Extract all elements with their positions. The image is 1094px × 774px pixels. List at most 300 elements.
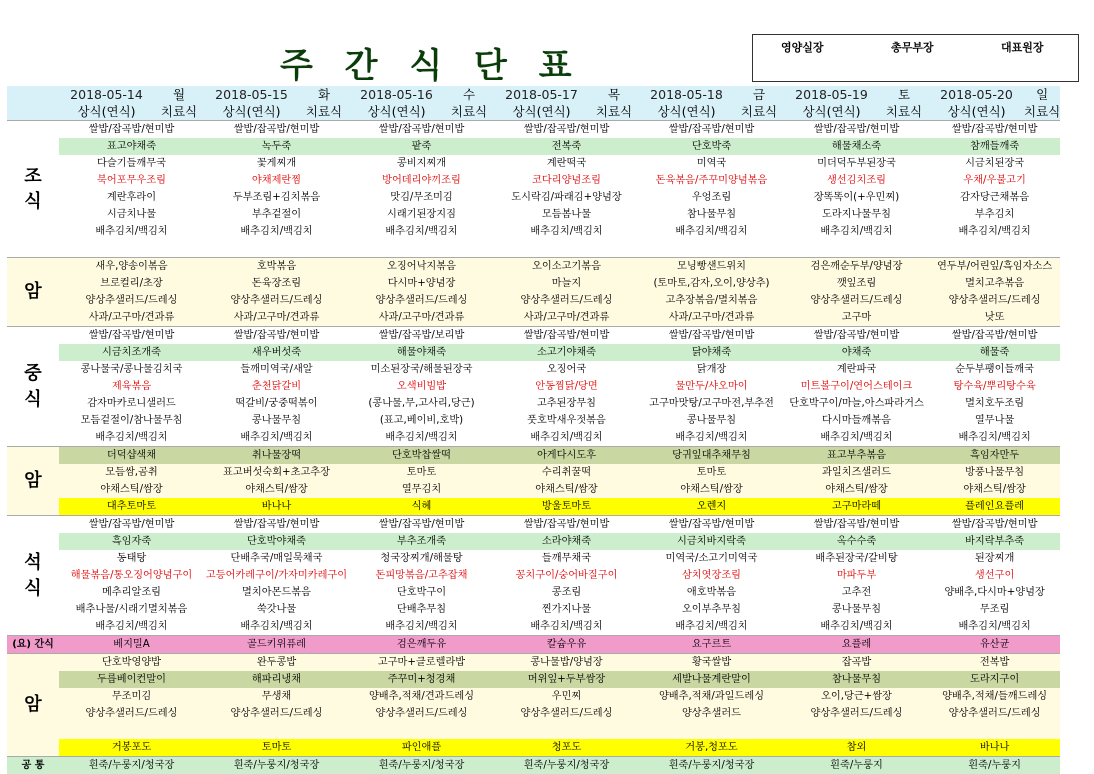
- menu-item: 콩비지찌개: [349, 155, 494, 172]
- menu-item: 부추겉절이: [204, 206, 349, 223]
- menu-row: [7, 429, 1060, 447]
- menu-item: 쌀밥/잡곡밥/현미밥: [639, 516, 784, 534]
- menu-item: 꽃게찌개: [204, 155, 349, 172]
- menu-item: 부추김치: [929, 206, 1060, 223]
- menu-item: 무조미김: [59, 688, 204, 705]
- menu-item: 맛김/무조미김: [349, 189, 494, 206]
- menu-item: 참나물무침: [639, 206, 784, 223]
- diet-type-regular: 상식(연식): [639, 103, 734, 121]
- day-weekday: 토: [879, 86, 929, 103]
- menu-row: [7, 327, 1060, 345]
- menu-item: 배추김치/백김치: [204, 223, 349, 240]
- menu-row: [7, 309, 1060, 327]
- menu-item: 방어데리야끼조림: [349, 172, 494, 189]
- menu-item: 돈피망볶음/고추잡채: [349, 567, 494, 584]
- menu-item: 메추리알조림: [59, 584, 204, 601]
- menu-item: 감자당근채볶음: [929, 189, 1060, 206]
- menu-item: 쌀밥/잡곡밥/현미밥: [59, 121, 204, 139]
- menu-row: [7, 688, 1060, 705]
- menu-item: 고구마: [784, 309, 929, 327]
- menu-item: 쌀밥/잡곡밥/보리밥: [349, 327, 494, 345]
- menu-row: [7, 395, 1060, 412]
- menu-item: 해물볶음/통오징어양념구이: [59, 567, 204, 584]
- menu-item: 새우버섯죽: [204, 344, 349, 361]
- diet-type-therapeutic: 치료식: [1024, 103, 1060, 121]
- menu-item: 검은깨두유: [349, 636, 494, 654]
- menu-item: 배추김치/백김치: [494, 223, 639, 240]
- day-weekday: 목: [589, 86, 639, 103]
- day-date: 2018-05-17: [494, 86, 589, 103]
- menu-item: 열무나물: [929, 412, 1060, 429]
- menu-item: 쌀밥/잡곡밥/현미밥: [784, 121, 929, 139]
- menu-item: 오징어국: [494, 361, 639, 378]
- diet-type-therapeutic: 치료식: [734, 103, 784, 121]
- menu-item: 단호박구이/마늘,아스파라거스: [784, 395, 929, 412]
- menu-item: 흰죽/누룽지/청국장: [349, 757, 494, 774]
- menu-item: 배추김치/백김치: [494, 618, 639, 636]
- menu-item: 배추나물/시래기멸치볶음: [59, 601, 204, 618]
- menu-item: 배추김치/백김치: [929, 429, 1060, 447]
- menu-item: 콩나물무침: [204, 412, 349, 429]
- day-weekday: 금: [734, 86, 784, 103]
- menu-item: 미역국/소고기미역국: [639, 550, 784, 567]
- menu-item: 해물채소죽: [784, 138, 929, 155]
- menu-row: [7, 481, 1060, 498]
- menu-item: 물만두/샤오마이: [639, 378, 784, 395]
- diet-type-therapeutic: 치료식: [879, 103, 929, 121]
- menu-item: [494, 722, 639, 739]
- menu-item: 팥죽: [349, 138, 494, 155]
- menu-row: [7, 258, 1060, 276]
- menu-item: 배추김치/백김치: [59, 429, 204, 447]
- menu-item: 아게다시도후: [494, 447, 639, 465]
- menu-item: 방울토마토: [494, 498, 639, 516]
- menu-item: 양배추,다시마+양념장: [929, 584, 1060, 601]
- diet-type-regular: 상식(연식): [349, 103, 444, 121]
- menu-row: [7, 618, 1060, 636]
- menu-item: 애호박볶음: [639, 584, 784, 601]
- menu-item: 토마토: [204, 739, 349, 757]
- menu-item: 세발나물계란말이: [639, 671, 784, 688]
- day-date: 2018-05-19: [784, 86, 879, 103]
- menu-item: 해파리냉채: [204, 671, 349, 688]
- menu-item: 시금치나물: [59, 206, 204, 223]
- menu-row: [7, 121, 1060, 139]
- menu-item: 북어포무우조림: [59, 172, 204, 189]
- diet-type-regular: 상식(연식): [929, 103, 1024, 121]
- menu-item: 양상추샐러드/드레싱: [929, 292, 1060, 309]
- menu-item: 양상추샐러드/드레싱: [59, 292, 204, 309]
- menu-row: [7, 739, 1060, 757]
- menu-item: 흑임자만두: [929, 447, 1060, 465]
- menu-item: 순두부팽이들깨국: [929, 361, 1060, 378]
- menu-item: 흰죽/누룽지: [784, 757, 929, 774]
- menu-item: 계란파국: [784, 361, 929, 378]
- menu-row: [7, 464, 1060, 481]
- menu-item: 쌀밥/잡곡밥/현미밥: [784, 327, 929, 345]
- menu-item: 돈육장조림: [204, 275, 349, 292]
- menu-item: 방풍나물무침: [929, 464, 1060, 481]
- menu-row: [7, 447, 1060, 465]
- menu-item: 양상추샐러드/드레싱: [784, 705, 929, 722]
- menu-item: 수리취꿀떡: [494, 464, 639, 481]
- menu-item: 배추김치/백김치: [784, 618, 929, 636]
- menu-item: 청포도: [494, 739, 639, 757]
- menu-item: 배추김치/백김치: [349, 429, 494, 447]
- diet-type-therapeutic: 치료식: [299, 103, 349, 121]
- menu-item: 모듬봄나물: [494, 206, 639, 223]
- menu-item: 다슬기들깨무국: [59, 155, 204, 172]
- menu-item: 쌀밥/잡곡밥/현미밥: [349, 516, 494, 534]
- menu-item: 멸치아몬드볶음: [204, 584, 349, 601]
- menu-item: [349, 722, 494, 739]
- menu-item: 낫또: [929, 309, 1060, 327]
- menu-item: 배추김치/백김치: [784, 223, 929, 240]
- menu-item: 동태탕: [59, 550, 204, 567]
- menu-row: [7, 138, 1060, 155]
- menu-item: 꽁치구이/숭어바질구이: [494, 567, 639, 584]
- corner-cell: [7, 86, 59, 103]
- menu-item: 파인애플: [349, 739, 494, 757]
- menu-item: 칼슘우유: [494, 636, 639, 654]
- menu-row: [7, 654, 1060, 672]
- menu-item: 흰죽/누룽지/청국장: [204, 757, 349, 774]
- diet-type-regular: 상식(연식): [784, 103, 879, 121]
- menu-row: [7, 636, 1060, 654]
- menu-item: 배추김치/백김치: [784, 429, 929, 447]
- menu-item: [784, 240, 929, 258]
- menu-item: 참나물무침: [784, 671, 929, 688]
- menu-item: 야채제란찜: [204, 172, 349, 189]
- menu-item: 시금치바지락죽: [639, 533, 784, 550]
- approval-box: [752, 34, 1079, 82]
- menu-item: 호박볶음: [204, 258, 349, 276]
- menu-item: 다시마+양념장: [349, 275, 494, 292]
- menu-row: [7, 206, 1060, 223]
- menu-row: [7, 533, 1060, 550]
- menu-item: 계란후라이: [59, 189, 204, 206]
- menu-item: [639, 722, 784, 739]
- menu-item: 떡갈비/궁중떡볶이: [204, 395, 349, 412]
- menu-item: 쌀밥/잡곡밥/현미밥: [204, 516, 349, 534]
- meal-label: 조 식: [7, 121, 59, 258]
- menu-item: 닭개장: [639, 361, 784, 378]
- menu-item: 연두부/어린잎/흑임자소스: [929, 258, 1060, 276]
- menu-item: 배추김치/백김치: [59, 618, 204, 636]
- menu-item: 깻잎조림: [784, 275, 929, 292]
- approval-label-director: 대표원장: [1001, 39, 1044, 55]
- menu-item: 쌀밥/잡곡밥/현미밥: [204, 121, 349, 139]
- menu-item: 쌀밥/잡곡밥/현미밥: [59, 516, 204, 534]
- menu-item: 소고기야채죽: [494, 344, 639, 361]
- menu-item: 잡곡밥: [784, 654, 929, 672]
- menu-item: 사과/고구마/견과류: [639, 309, 784, 327]
- menu-item: 도시락김/파래김+양념장: [494, 189, 639, 206]
- menu-item: 단호박야채죽: [204, 533, 349, 550]
- menu-item: 쌀밥/잡곡밥/현미밥: [784, 516, 929, 534]
- menu-item: 두부조림+김치볶음: [204, 189, 349, 206]
- menu-item: 베지밀A: [59, 636, 204, 654]
- diet-type-therapeutic: 치료식: [444, 103, 494, 121]
- menu-item: 양배추,적채/들깨드레싱: [929, 688, 1060, 705]
- menu-item: 미더덕두부된장국: [784, 155, 929, 172]
- menu-row: [7, 757, 1060, 774]
- menu-item: 쌀밥/잡곡밥/현미밥: [59, 327, 204, 345]
- menu-item: 고추장볶음/멸치볶음: [639, 292, 784, 309]
- day-date: 2018-05-16: [349, 86, 444, 103]
- menu-item: 브로컬리/초장: [59, 275, 204, 292]
- menu-item: 야채스틱/쌈장: [204, 481, 349, 498]
- menu-item: 다시마들깨볶음: [784, 412, 929, 429]
- menu-item: 제육볶음: [59, 378, 204, 395]
- menu-item: 청국장찌개/해물탕: [349, 550, 494, 567]
- menu-item: 완두콩밥: [204, 654, 349, 672]
- approval-label-nutrition: 영양실장: [781, 39, 824, 55]
- menu-item: 고구마+클로렐라밥: [349, 654, 494, 672]
- menu-item: 전복죽: [494, 138, 639, 155]
- menu-item: 흰죽/누룽지/청국장: [59, 757, 204, 774]
- menu-item: 단배추무침: [349, 601, 494, 618]
- menu-item: 부추조개죽: [349, 533, 494, 550]
- menu-item: 골드키위퓨레: [204, 636, 349, 654]
- day-date: 2018-05-18: [639, 86, 734, 103]
- menu-item: 토마토: [639, 464, 784, 481]
- menu-item: 콩나물무침: [784, 601, 929, 618]
- diet-type-therapeutic: 치료식: [154, 103, 204, 121]
- menu-item: 녹두죽: [204, 138, 349, 155]
- day-date: 2018-05-14: [59, 86, 154, 103]
- menu-item: 돈육볶음/주꾸미양념볶음: [639, 172, 784, 189]
- menu-item: 배추김치/백김치: [929, 223, 1060, 240]
- menu-item: 쌀밥/잡곡밥/현미밥: [639, 121, 784, 139]
- meal-label: 석 식: [7, 516, 59, 636]
- menu-item: 더덕샵색채: [59, 447, 204, 465]
- menu-row: [7, 567, 1060, 584]
- meal-label: 중 식: [7, 327, 59, 447]
- menu-item: 유산균: [929, 636, 1060, 654]
- menu-item: 배추김치/백김치: [929, 618, 1060, 636]
- menu-item: 참외: [784, 739, 929, 757]
- menu-item: 고구마맛탕/고구마전,부추전: [639, 395, 784, 412]
- menu-row: [7, 292, 1060, 309]
- menu-item: 콩나물무침: [639, 412, 784, 429]
- menu-item: 양상추샐러드/드레싱: [494, 705, 639, 722]
- menu-item: 오이,당근+쌈장: [784, 688, 929, 705]
- menu-item: 과일치즈샐러드: [784, 464, 929, 481]
- menu-item: [59, 722, 204, 739]
- menu-item: 모닝빵샌드위치: [639, 258, 784, 276]
- menu-item: 미역국: [639, 155, 784, 172]
- menu-item: 시금치조개죽: [59, 344, 204, 361]
- menu-item: 단호박구이: [349, 584, 494, 601]
- menu-item: 양상추샐러드/드레싱: [784, 292, 929, 309]
- menu-row: [7, 155, 1060, 172]
- menu-item: 생선김치조림: [784, 172, 929, 189]
- menu-item: 양배추,적채/과일드레싱: [639, 688, 784, 705]
- menu-item: 사과/고구마/견과류: [204, 309, 349, 327]
- menu-item: 배추된장국/갈비탕: [784, 550, 929, 567]
- menu-item: [59, 240, 204, 258]
- menu-row: [7, 722, 1060, 739]
- menu-item: [204, 240, 349, 258]
- menu-item: 황국쌀밥: [639, 654, 784, 672]
- menu-item: 전복밥: [929, 654, 1060, 672]
- menu-item: 머위잎+두부쌈장: [494, 671, 639, 688]
- menu-item: 도라지나물무침: [784, 206, 929, 223]
- menu-item: [929, 722, 1060, 739]
- day-weekday: 화: [299, 86, 349, 103]
- menu-item: [494, 240, 639, 258]
- menu-item: 야채스틱/쌈장: [929, 481, 1060, 498]
- menu-item: 미트볼구이/연어스테이크: [784, 378, 929, 395]
- day-date: 2018-05-15: [204, 86, 299, 103]
- menu-row: [7, 172, 1060, 189]
- menu-item: 쌀밥/잡곡밥/현미밥: [929, 121, 1060, 139]
- menu-item: 양상추샐러드/드레싱: [204, 705, 349, 722]
- menu-item: 요플레: [784, 636, 929, 654]
- menu-item: 양배추,적채/견과드레싱: [349, 688, 494, 705]
- menu-item: 식혜: [349, 498, 494, 516]
- menu-item: 표고부추볶음: [784, 447, 929, 465]
- menu-row: [7, 671, 1060, 688]
- menu-item: 시금치된장국: [929, 155, 1060, 172]
- menu-item: [929, 240, 1060, 258]
- menu-item: 배추김치/백김치: [639, 429, 784, 447]
- menu-row: [7, 344, 1060, 361]
- weekly-menu-table: [7, 86, 1060, 774]
- menu-item: 멸치호두조림: [929, 395, 1060, 412]
- menu-item: 도라지구이: [929, 671, 1060, 688]
- menu-item: 양상추샐러드/드레싱: [929, 705, 1060, 722]
- menu-item: 모듬쌈,곰취: [59, 464, 204, 481]
- menu-item: 양상추샐러드/드레싱: [349, 292, 494, 309]
- menu-item: 토마토: [349, 464, 494, 481]
- menu-item: 계란떡국: [494, 155, 639, 172]
- menu-item: 쌀밥/잡곡밥/현미밥: [349, 121, 494, 139]
- menu-item: 양상추샐러드: [639, 705, 784, 722]
- menu-item: 멸치고추볶음: [929, 275, 1060, 292]
- menu-row: [7, 378, 1060, 395]
- diet-type-regular: 상식(연식): [59, 103, 154, 121]
- menu-item: 참깨들깨죽: [929, 138, 1060, 155]
- menu-item: 주꾸미+청경채: [349, 671, 494, 688]
- menu-item: [349, 240, 494, 258]
- menu-item: 당귀잎대추채무침: [639, 447, 784, 465]
- menu-item: 양상추샐러드/드레싱: [349, 705, 494, 722]
- menu-item: 쌀밥/잡곡밥/현미밥: [494, 121, 639, 139]
- menu-item: 콩조림: [494, 584, 639, 601]
- menu-row: [7, 498, 1060, 516]
- menu-item: 단배추국/매일묵채국: [204, 550, 349, 567]
- menu-item: 무생채: [204, 688, 349, 705]
- menu-item: [204, 722, 349, 739]
- corner-cell-2: [7, 103, 59, 121]
- menu-item: 배추김치/백김치: [349, 618, 494, 636]
- menu-item: [639, 240, 784, 258]
- menu-item: 들깨무채국: [494, 550, 639, 567]
- menu-row: [7, 223, 1060, 240]
- menu-item: 해물야채죽: [349, 344, 494, 361]
- menu-item: 감자마카로니샐러드: [59, 395, 204, 412]
- menu-item: 모듬겉절이/참나물무침: [59, 412, 204, 429]
- menu-item: 양상추샐러드/드레싱: [494, 292, 639, 309]
- menu-item: 오렌지: [639, 498, 784, 516]
- menu-row: [7, 361, 1060, 378]
- menu-row: [7, 550, 1060, 567]
- menu-item: 배추김치/백김치: [639, 223, 784, 240]
- menu-item: 배추김치/백김치: [494, 429, 639, 447]
- menu-item: 요구르트: [639, 636, 784, 654]
- menu-item: 된장찌개: [929, 550, 1060, 567]
- menu-item: 사과/고구마/견과류: [59, 309, 204, 327]
- menu-item: 쌀밥/잡곡밥/현미밥: [929, 516, 1060, 534]
- menu-item: 고추된장무침: [494, 395, 639, 412]
- menu-item: 시래기된장지짐: [349, 206, 494, 223]
- menu-item: [784, 722, 929, 739]
- menu-item: 쑥갓나물: [204, 601, 349, 618]
- meal-label: 암: [7, 258, 59, 327]
- menu-item: 풋호박새우젓볶음: [494, 412, 639, 429]
- menu-item: 콩나물국/콩나물김치국: [59, 361, 204, 378]
- menu-item: 배추김치/백김치: [349, 223, 494, 240]
- menu-row: [7, 240, 1060, 258]
- menu-item: 장똑똑이(+우민찌): [784, 189, 929, 206]
- menu-item: 두릅베이컨말이: [59, 671, 204, 688]
- menu-item: 흰죽/누룽지: [929, 757, 1060, 774]
- menu-item: 플레인요플레: [929, 498, 1060, 516]
- menu-item: 새우,양송이볶음: [59, 258, 204, 276]
- menu-item: 우민찌: [494, 688, 639, 705]
- menu-item: 흰죽/누룽지/청국장: [639, 757, 784, 774]
- menu-row: [7, 516, 1060, 534]
- menu-item: 쌀밥/잡곡밥/현미밥: [494, 516, 639, 534]
- menu-item: 쌀밥/잡곡밥/현미밥: [639, 327, 784, 345]
- menu-item: 배추김치/백김치: [639, 618, 784, 636]
- menu-item: 거봉포도: [59, 739, 204, 757]
- menu-item: 오징어낙지볶음: [349, 258, 494, 276]
- menu-item: 양상추샐러드/드레싱: [204, 292, 349, 309]
- menu-item: 고구마라떼: [784, 498, 929, 516]
- menu-item: 마늘지: [494, 275, 639, 292]
- menu-item: 거봉,청포도: [639, 739, 784, 757]
- day-date: 2018-05-20: [929, 86, 1024, 103]
- menu-item: 무조림: [929, 601, 1060, 618]
- menu-item: 사과/고구마/견과류: [349, 309, 494, 327]
- menu-item: (콩나물,무,고사리,당근): [349, 395, 494, 412]
- menu-item: 마파두부: [784, 567, 929, 584]
- menu-item: 배추김치/백김치: [59, 223, 204, 240]
- menu-item: 미소된장국/해물된장국: [349, 361, 494, 378]
- menu-item: 단호박찹쌀떡: [349, 447, 494, 465]
- menu-item: 검은깨순두부/양념장: [784, 258, 929, 276]
- menu-item: 해물죽: [929, 344, 1060, 361]
- menu-item: 단호박죽: [639, 138, 784, 155]
- menu-item: 바지락부추죽: [929, 533, 1060, 550]
- menu-item: 단호박영양밥: [59, 654, 204, 672]
- day-weekday: 수: [444, 86, 494, 103]
- menu-row: [7, 601, 1060, 618]
- menu-item: 탕수육/뿌리탕수육: [929, 378, 1060, 395]
- menu-item: 쌀밥/잡곡밥/현미밥: [929, 327, 1060, 345]
- menu-item: 야채스틱/쌈장: [59, 481, 204, 498]
- menu-item: 바나나: [204, 498, 349, 516]
- menu-item: 춘천닭갈비: [204, 378, 349, 395]
- menu-item: 야채스틱/쌈장: [784, 481, 929, 498]
- menu-item: 들깨미역국/새알: [204, 361, 349, 378]
- menu-item: 찐가지나물: [494, 601, 639, 618]
- menu-item: 삼치엿장조림: [639, 567, 784, 584]
- menu-item: (토마토,감자,오이,양상추): [639, 275, 784, 292]
